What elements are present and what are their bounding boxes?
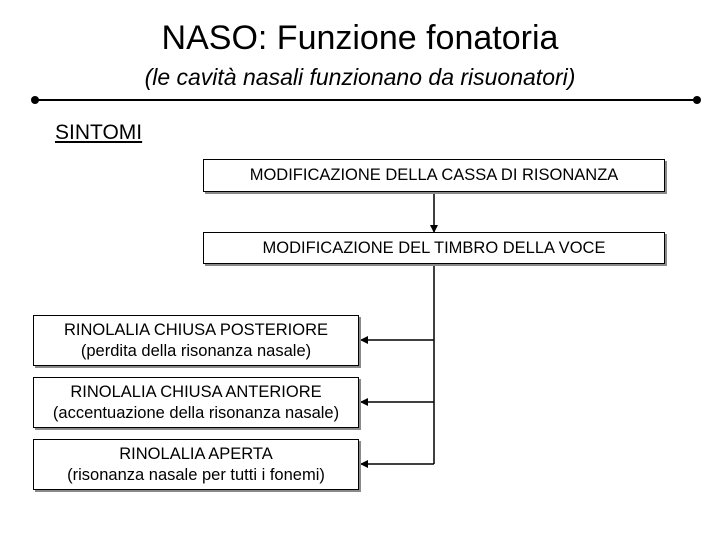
posteriore-line1: RINOLALIA CHIUSA POSTERIORE <box>63 320 329 339</box>
box-cassa-label: MODIFICAZIONE DELLA CASSA DI RISONANZA <box>249 166 619 184</box>
box-rinolalia-aperta <box>33 439 359 490</box>
anteriore-line1: RINOLALIA CHIUSA ANTERIORE <box>70 382 322 401</box>
box-rinolalia-posteriore <box>33 315 359 366</box>
aperta-line2: (risonanza nasale per tutti i fonemi) <box>67 465 325 484</box>
section-label-sintomi: SINTOMI <box>55 121 143 144</box>
posteriore-line2: (perdita della risonanza nasale) <box>80 341 312 360</box>
anteriore-line2: (accentuazione della risonanza nasale) <box>52 403 340 422</box>
box-modificazione-timbro <box>203 232 665 264</box>
box-rinolalia-anteriore <box>33 377 359 428</box>
box-modificazione-cassa <box>203 159 665 192</box>
box-timbro-label: MODIFICAZIONE DEL TIMBRO DELLA VOCE <box>262 238 606 257</box>
page-subtitle: (le cavità nasali funzionano da risuonatori) <box>144 64 576 90</box>
aperta-line1: RINOLALIA APERTA <box>119 444 273 463</box>
page-title: NASO: Funzione fonatoria <box>161 19 559 57</box>
